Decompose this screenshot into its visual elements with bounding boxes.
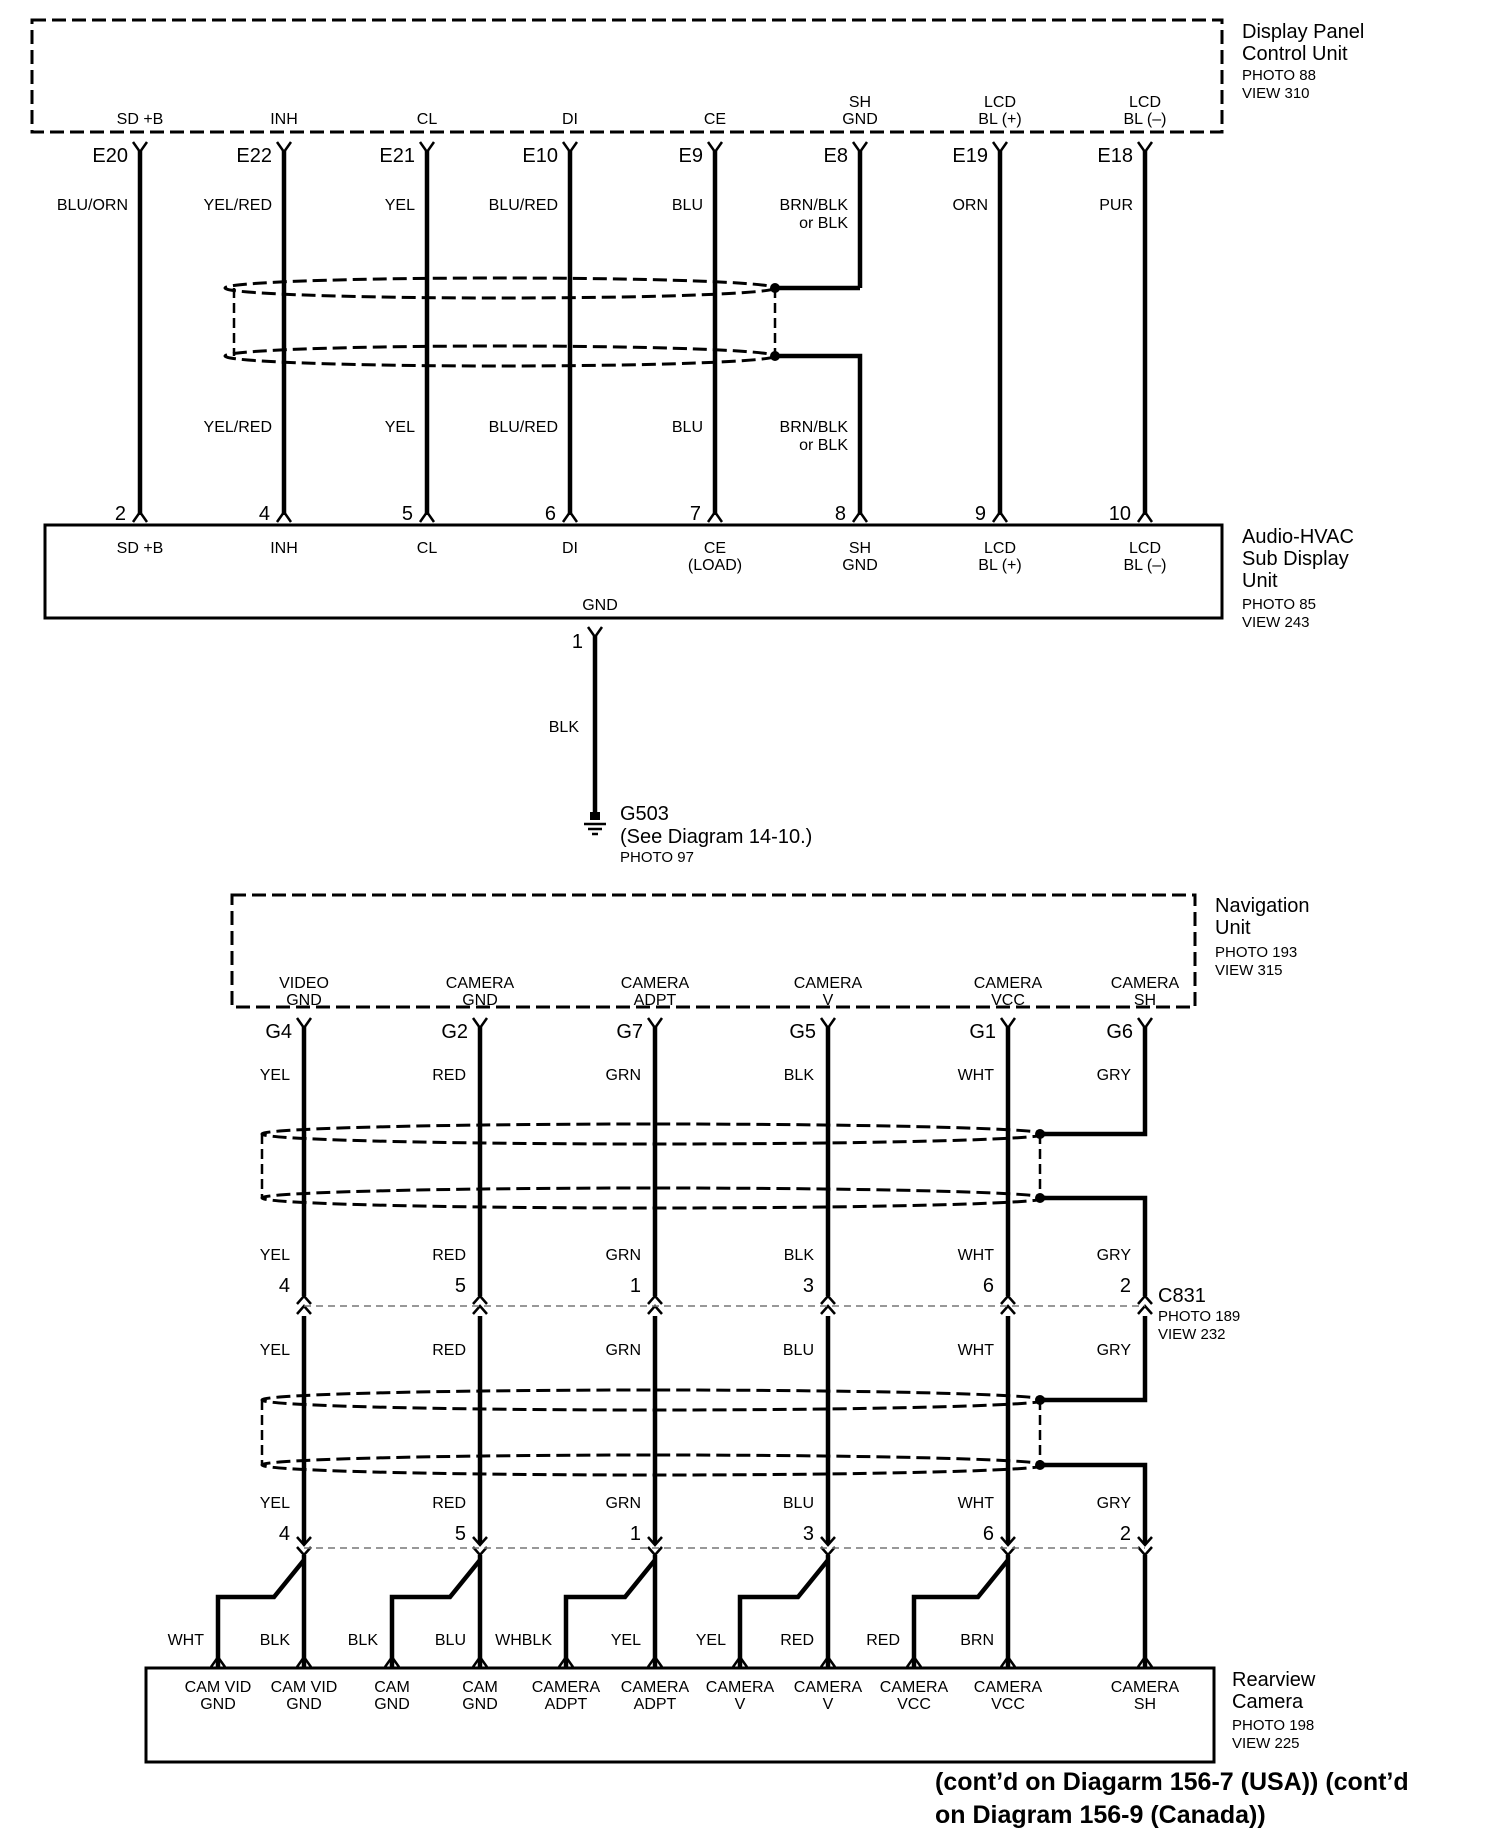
wire-color-label: GRN [605, 1342, 641, 1359]
terminal-arrow-icon [277, 512, 291, 522]
connector-arrow-icon [473, 1306, 487, 1314]
wire-color-label: YEL [259, 1495, 290, 1512]
navigation-terminal-label: VCC [991, 992, 1025, 1009]
camera-wire-color: BLU [434, 1632, 466, 1649]
rearview-camera-photo: PHOTO 198 [1232, 1717, 1315, 1734]
wire-color-label: BRN/BLK [779, 419, 848, 436]
wire-color-label: YEL [259, 1247, 290, 1264]
display-panel-title: Control Unit [1242, 43, 1348, 65]
footer-note: (cont’d on Diagarm 156-7 (USA)) (cont’d [935, 1768, 1409, 1796]
wire-cam-branch-0 [218, 1560, 304, 1668]
terminal-arrow-icon [420, 512, 434, 522]
wire-cam-branch-4 [914, 1560, 1008, 1668]
camera-wire-color: RED [866, 1632, 900, 1649]
navigation-pin: G2 [441, 1021, 468, 1043]
lower-connector-pin: 3 [802, 1523, 814, 1545]
rearview-camera-terminal-label: CAM [374, 1679, 410, 1696]
sub-display-title: Sub Display [1242, 548, 1349, 570]
rearview-camera-terminal-label: CAMERA [620, 1679, 690, 1696]
connector-arrow-icon [297, 1306, 311, 1314]
display-panel-terminal-label: SD +B [116, 111, 164, 128]
footer-note: on Diagram 156-9 (Canada)) [935, 1801, 1266, 1829]
sub-display-pin: 10 [1108, 503, 1131, 525]
shield-ring [225, 346, 775, 366]
c831-pin: 2 [1119, 1275, 1131, 1297]
connector-arrow-icon [821, 1306, 835, 1314]
navigation-pin: G7 [616, 1021, 643, 1043]
ground-note: (See Diagram 14-10.) [620, 826, 813, 848]
navigation-pin: G5 [789, 1021, 816, 1043]
wire-color-label: PUR [1099, 197, 1133, 214]
shield-ring [225, 278, 775, 298]
wire-color-label: BLK [783, 1067, 814, 1084]
wire-color-label: BLU/RED [488, 197, 558, 214]
navigation-pin: G4 [265, 1021, 292, 1043]
display-panel-pin: E19 [952, 145, 988, 167]
rearview-camera-terminal-label: CAM [462, 1679, 498, 1696]
connector-arrow-icon [648, 1296, 662, 1304]
wire-color-label: GRN [605, 1495, 641, 1512]
terminal-arrow-icon [133, 512, 147, 522]
camera-wire-color: BRN [960, 1632, 994, 1649]
rearview-camera-terminal-label: VCC [991, 1696, 1025, 1713]
display-panel-title: Display Panel [1242, 21, 1365, 43]
display-panel-terminal-label: LCD [983, 94, 1017, 111]
display-panel-pin: E8 [823, 145, 848, 167]
display-panel-pin: E18 [1097, 145, 1133, 167]
rearview-camera-terminal-label: CAM VID [270, 1679, 338, 1696]
wire-color-label: BRN/BLK [779, 197, 848, 214]
connector-arrow-icon [648, 1306, 662, 1314]
ground-wire-color: BLK [548, 719, 579, 736]
sub-display-pin: 9 [974, 503, 986, 525]
navigation-terminal-label: VIDEO [279, 975, 329, 992]
rearview-camera-terminal-label: CAMERA [1110, 1679, 1180, 1696]
wire-color-label: RED [432, 1495, 466, 1512]
lower-connector-pin: 5 [454, 1523, 466, 1545]
sub-display-box [45, 525, 1222, 618]
wire-color-label: BLU [671, 197, 703, 214]
wire-color-label: BLK [783, 1247, 814, 1264]
display-panel-photo: PHOTO 88 [1242, 67, 1316, 84]
camera-wire-color: RED [780, 1632, 814, 1649]
rearview-camera-view: VIEW 225 [1232, 1735, 1300, 1752]
sub-display-terminal-label: LCD [983, 540, 1017, 557]
navigation-terminal-label: CAMERA [620, 975, 690, 992]
sub-display-title: Unit [1242, 570, 1278, 592]
wire-color-label: RED [432, 1247, 466, 1264]
wire-color-label: GRN [605, 1067, 641, 1084]
display-panel-box [32, 20, 1222, 132]
camera-wire-color: BLK [347, 1632, 378, 1649]
rearview-camera-title: Camera [1232, 1691, 1304, 1713]
navigation-terminal-label: ADPT [633, 992, 677, 1009]
wire-color-label: BLU [782, 1495, 814, 1512]
display-panel-terminal-label: BL (+) [978, 111, 1022, 128]
connector-arrow-icon [473, 1296, 487, 1304]
ground-icon [590, 812, 600, 820]
rearview-camera-terminal-label: CAMERA [793, 1679, 863, 1696]
rearview-camera-terminal-label: CAMERA [531, 1679, 601, 1696]
navigation-terminal-label: SH [1133, 992, 1157, 1009]
sub-display-terminal-label: SH [848, 540, 872, 557]
lower-connector-pin: 1 [629, 1523, 641, 1545]
c831-view: VIEW 232 [1158, 1326, 1226, 1343]
sub-display-pin: 6 [544, 503, 556, 525]
wire-color-label: YEL [259, 1067, 290, 1084]
wire-color-label: BLU/ORN [56, 197, 128, 214]
wire-color-label: RED [432, 1067, 466, 1084]
camera-wire-color: BLK [259, 1632, 290, 1649]
sub-display-terminal-label: SD +B [116, 540, 164, 557]
camera-wire-color: YEL [610, 1632, 641, 1649]
wire-color-label: WHT [957, 1495, 994, 1512]
c831-pin: 3 [802, 1275, 814, 1297]
display-panel-pin: E22 [236, 145, 272, 167]
rearview-camera-terminal-label: VCC [897, 1696, 931, 1713]
display-panel-view: VIEW 310 [1242, 85, 1310, 102]
rearview-camera-terminal-label: SH [1133, 1696, 1157, 1713]
navigation-title: Unit [1215, 917, 1251, 939]
rearview-camera-terminal-label: CAM VID [184, 1679, 252, 1696]
rearview-camera-terminal-label: CAMERA [973, 1679, 1043, 1696]
c831-pin: 1 [629, 1275, 641, 1297]
wire-color-label: BLU/RED [488, 419, 558, 436]
sub-display-gnd-pin: 1 [571, 631, 583, 653]
connector-arrow-icon [1138, 1296, 1152, 1304]
wire-color-label: RED [432, 1342, 466, 1359]
c831-pin: 6 [982, 1275, 994, 1297]
display-panel-pin: E9 [678, 145, 703, 167]
wire-color-label: BLU [782, 1342, 814, 1359]
dynamic-geometry [57, 21, 1409, 1829]
navigation-terminal-label: CAMERA [973, 975, 1043, 992]
connector-arrow-icon [821, 1296, 835, 1304]
display-panel-terminal-label: CL [416, 111, 438, 128]
sub-display-pin: 7 [689, 503, 701, 525]
rearview-camera-terminal-label: GND [286, 1696, 322, 1713]
sub-display-terminal-label: BL (+) [978, 557, 1022, 574]
display-panel-pin: E10 [522, 145, 558, 167]
wire-color-label: GRY [1096, 1495, 1131, 1512]
lower-connector-pin: 2 [1119, 1523, 1131, 1545]
wire-color-label: GRY [1096, 1342, 1131, 1359]
wire-cam-branch-2 [566, 1560, 655, 1668]
display-panel-terminal-label: DI [562, 111, 578, 128]
display-panel-terminal-label: CE [703, 111, 727, 128]
display-panel-terminal-label: GND [842, 111, 878, 128]
sub-display-pin: 2 [114, 503, 126, 525]
terminal-arrow-icon [1138, 512, 1152, 522]
sub-display-terminal-label: DI [562, 540, 578, 557]
navigation-view: VIEW 315 [1215, 962, 1283, 979]
wire-color-label: YEL [259, 1342, 290, 1359]
display-panel-terminal-label: SH [848, 94, 872, 111]
wire-color-label: or BLK [799, 437, 848, 454]
rearview-camera-terminal-label: GND [374, 1696, 410, 1713]
display-panel-pin: E21 [379, 145, 415, 167]
wire-color-label: YEL [384, 419, 415, 436]
sub-display-pin: 4 [258, 503, 270, 525]
navigation-photo: PHOTO 193 [1215, 944, 1298, 961]
c831-name: C831 [1158, 1285, 1206, 1307]
rearview-camera-terminal-label: ADPT [633, 1696, 677, 1713]
terminal-arrow-icon [993, 512, 1007, 522]
rearview-camera-terminal-label: V [822, 1696, 834, 1713]
navigation-terminal-label: CAMERA [445, 975, 515, 992]
sub-display-title: Audio-HVAC [1242, 526, 1354, 548]
wire-color-label: YEL/RED [203, 419, 272, 436]
sub-display-photo: PHOTO 85 [1242, 596, 1316, 613]
rearview-camera-terminal-label: CAMERA [879, 1679, 949, 1696]
wire-cam-branch-3 [740, 1560, 828, 1668]
sub-display-terminal-label: CL [416, 540, 438, 557]
c831-pin: 4 [278, 1275, 290, 1297]
connector-arrow-icon [297, 1296, 311, 1304]
connector-arrow-icon [1001, 1296, 1015, 1304]
display-panel-terminal-label: LCD [1128, 94, 1162, 111]
sub-display-terminal-label: LCD [1128, 540, 1162, 557]
navigation-terminal-label: CAMERA [1110, 975, 1180, 992]
c831-pin: 5 [454, 1275, 466, 1297]
wire-color-label: WHT [957, 1067, 994, 1084]
camera-wire-color: WHT [167, 1632, 204, 1649]
lower-connector-pin: 6 [982, 1523, 994, 1545]
wire-color-label: YEL [384, 197, 415, 214]
c831-photo: PHOTO 189 [1158, 1308, 1241, 1325]
ground-name: G503 [620, 803, 669, 825]
navigation-terminal-label: V [822, 992, 834, 1009]
navigation-box [232, 895, 1195, 1007]
navigation-terminal-label: CAMERA [793, 975, 863, 992]
wire-color-label: ORN [952, 197, 988, 214]
wire-color-label: GRY [1096, 1067, 1131, 1084]
display-panel-terminal-label: INH [270, 111, 298, 128]
wire-color-label: GRN [605, 1247, 641, 1264]
navigation-pin: G6 [1106, 1021, 1133, 1043]
wire-color-label: GRY [1096, 1247, 1131, 1264]
wire-color-label: WHT [957, 1247, 994, 1264]
connector-arrow-icon [1138, 1306, 1152, 1314]
wire-color-label: WHT [957, 1342, 994, 1359]
connector-arrow-icon [1001, 1306, 1015, 1314]
wire-color-label: BLU [671, 419, 703, 436]
sub-display-terminal-label: (LOAD) [687, 557, 743, 574]
sub-display-pin: 8 [834, 503, 846, 525]
sub-display-gnd-label: GND [582, 597, 618, 614]
sub-display-view: VIEW 243 [1242, 614, 1310, 631]
display-panel-terminal-label: BL (–) [1123, 111, 1167, 128]
camera-wire-color: WHBLK [495, 1632, 552, 1649]
sub-display-terminal-label: INH [270, 540, 298, 557]
rearview-camera-terminal-label: CAMERA [705, 1679, 775, 1696]
wire-color-label: or BLK [799, 215, 848, 232]
wire-cam-branch-1 [392, 1560, 480, 1668]
camera-wire-color: YEL [695, 1632, 726, 1649]
rearview-camera-terminal-label: GND [462, 1696, 498, 1713]
rearview-camera-terminal-label: V [734, 1696, 746, 1713]
rearview-camera-terminal-label: ADPT [544, 1696, 588, 1713]
sub-display-pin: 5 [401, 503, 413, 525]
sub-display-terminal-label: GND [842, 557, 878, 574]
rearview-camera-terminal-label: GND [200, 1696, 236, 1713]
terminal-arrow-icon [853, 512, 867, 522]
lower-connector-pin: 4 [278, 1523, 290, 1545]
wire-color-label: YEL/RED [203, 197, 272, 214]
navigation-pin: G1 [969, 1021, 996, 1043]
navigation-title: Navigation [1215, 895, 1310, 917]
rearview-camera-title: Rearview [1232, 1669, 1316, 1691]
navigation-terminal-label: GND [462, 992, 498, 1009]
terminal-arrow-icon [708, 512, 722, 522]
sub-display-terminal-label: CE [703, 540, 727, 557]
display-panel-pin: E20 [92, 145, 128, 167]
navigation-terminal-label: GND [286, 992, 322, 1009]
sub-display-terminal-label: BL (–) [1123, 557, 1167, 574]
terminal-arrow-icon [563, 512, 577, 522]
ground-photo: PHOTO 97 [620, 849, 694, 866]
